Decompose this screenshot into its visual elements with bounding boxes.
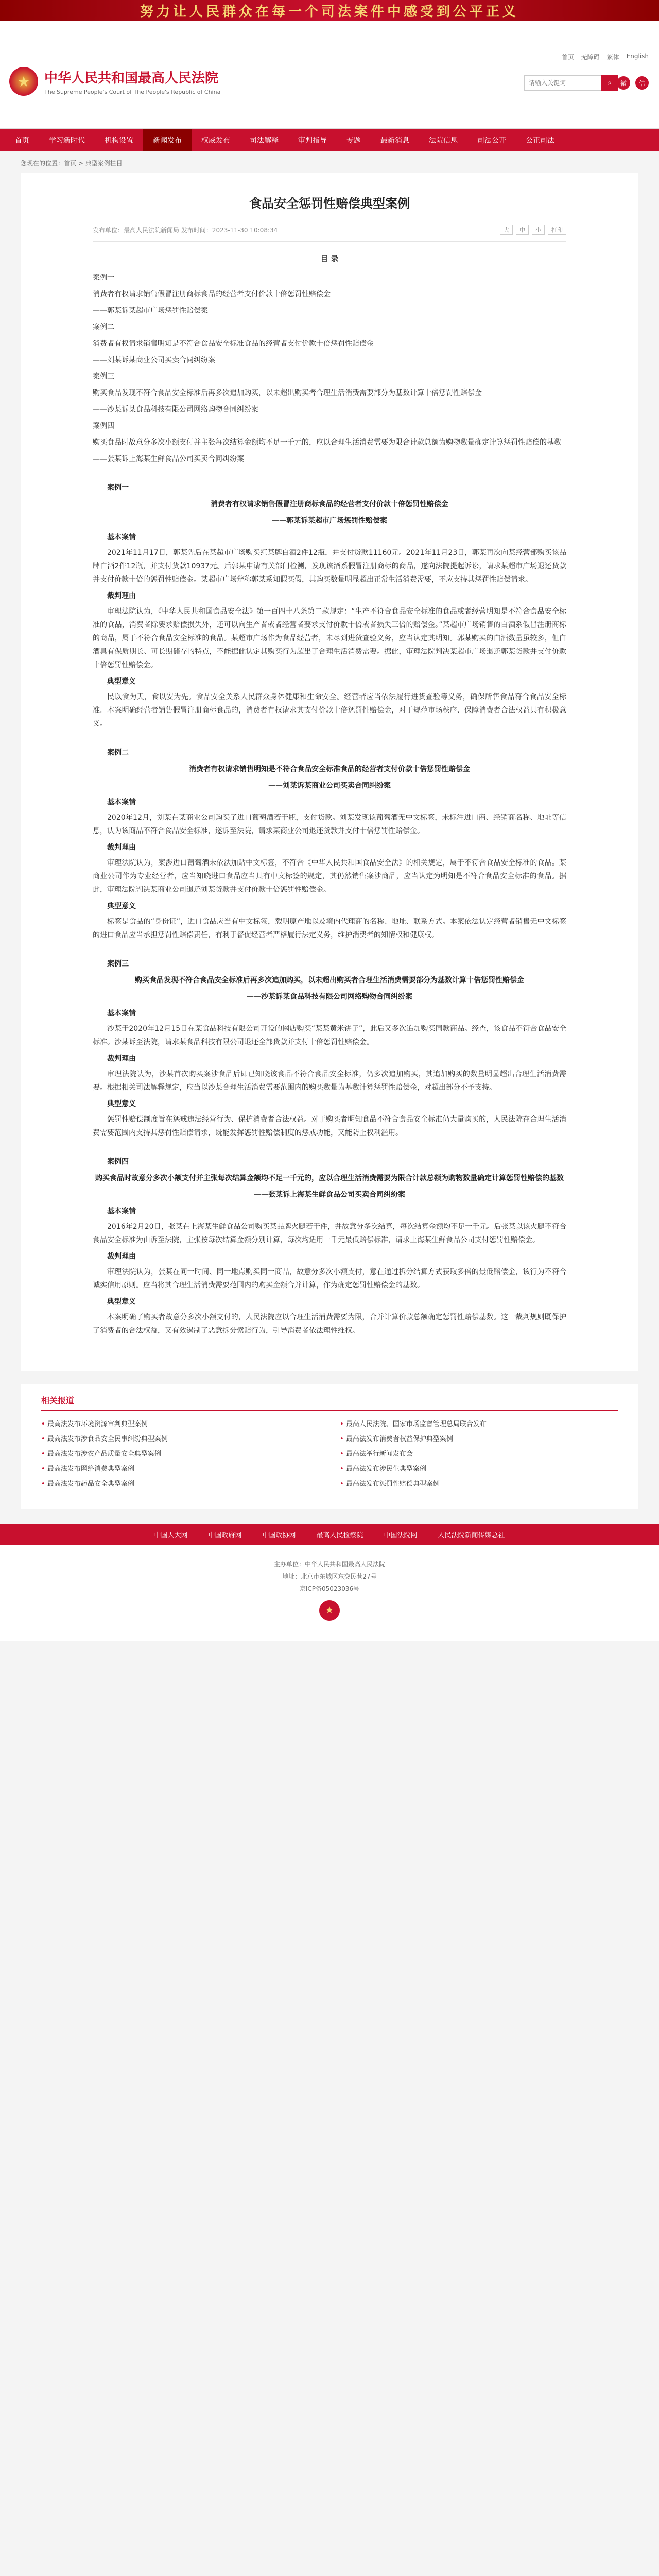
case-subtitle: ——郭某诉某超市广场惩罚性赔偿案 (272, 517, 387, 525)
toc-entry: 案例四 (93, 422, 114, 430)
toc-entry: 消费者有权请求销售明知是不符合食品安全标准食品的经营者支付价款十倍惩罚性赔偿金 (93, 340, 374, 348)
footer-link[interactable]: 人民法院新闻传媒总社 (438, 1531, 505, 1539)
case-label: 案例三 (107, 960, 129, 968)
nav-item-home[interactable]: 首页 (15, 137, 29, 145)
case-section (93, 1155, 566, 1337)
top-link-traditional[interactable]: 繁体 (606, 54, 619, 61)
toc-entry: ——郭某诉某超市广场惩罚性赔偿案 (93, 307, 208, 315)
toc-entry: 购买食品时故意分多次小额支付并主张每次结算金额均不足一千元的，应以合理生活消费需要为限合计款总额为购物数量确定计算惩罚性赔偿的基数 (93, 438, 561, 447)
related-link[interactable]: • 最高法发布药品安全典型案例 (41, 1478, 319, 1488)
related-list (41, 1418, 618, 1488)
related-link[interactable]: • 最高法发布环境资源审判典型案例 (41, 1418, 319, 1428)
footer-address: 地址：北京市东城区东交民巷27号 (282, 1573, 377, 1580)
nav-item-organization[interactable]: 机构设置 (105, 137, 133, 145)
top-link-home[interactable]: 首页 (561, 54, 574, 61)
nav-item-news[interactable]: 新闻发布 (143, 129, 192, 151)
nav-item-openness[interactable]: 司法公开 (477, 137, 506, 145)
toc-entry: 案例三 (93, 372, 114, 381)
significance-paragraph: 本案明确了购买者故意分多次小额支付的，人民法院应以合理生活消费需要为限，合并计算价款总额确定惩罚性赔偿基数。这一裁判规则既保护了消费者的合法权益，又有效遏制了恶意拆分索赔行为，引导消费者依法理性维权。 (93, 1313, 566, 1335)
ruling-heading: 裁判理由 (107, 592, 136, 600)
related-link[interactable]: • 最高法发布涉食品安全民事纠纷典型案例 (41, 1433, 319, 1443)
nav-item-guidance[interactable]: 审判指导 (298, 137, 327, 145)
toc-entry: 案例一 (93, 274, 114, 282)
case-label: 案例一 (107, 484, 129, 492)
article-publish-info: 发布单位：最高人民法院新闻局 发布时间：2023-11-30 10:08:34 (93, 226, 278, 234)
case-section (93, 746, 566, 942)
ruling-heading: 裁判理由 (107, 843, 136, 852)
nav-item-release[interactable]: 权威发布 (201, 137, 230, 145)
nav-item-latest[interactable]: 最新消息 (380, 137, 409, 145)
search-box (524, 75, 618, 91)
ruling-heading: 裁判理由 (107, 1252, 136, 1261)
case-headline: 消费者有权请求销售明知是不符合食品安全标准食品的经营者支付价款十倍惩罚性赔偿金 (189, 765, 470, 773)
nav-item-court-info[interactable]: 法院信息 (429, 137, 458, 145)
related-link[interactable]: • 最高人民法院、国家市场监督管理总局联合发布 (340, 1418, 618, 1428)
case-subtitle: ——张某诉上海某生鲜食品公司买卖合同纠纷案 (254, 1191, 405, 1199)
toc-entry: ——刘某诉某商业公司买卖合同纠纷案 (93, 356, 215, 364)
case-headline: 消费者有权请求销售假冒注册商标食品的经营者支付价款十倍惩罚性赔偿金 (211, 500, 448, 509)
search-input[interactable] (524, 75, 601, 91)
top-link-english[interactable]: English (626, 53, 649, 60)
top-links (562, 53, 649, 61)
related-title: 相关报道 (41, 1394, 618, 1411)
related-reports (21, 1384, 638, 1509)
related-link[interactable]: • 最高法发布消费者权益保护典型案例 (340, 1433, 618, 1443)
search-button[interactable] (601, 75, 618, 91)
significance-paragraph: 标签是食品的“身份证”，进口食品应当有中文标签，载明原产地以及境内代理商的名称、地址、联系方式。本案依法认定经营者销售无中文标签的进口食品应当承担惩罚性赔偿责任，有利于督促经营者严格履行法定义务，维护消费者的知情权和健康权。 (93, 918, 566, 939)
article (21, 173, 638, 1371)
site-logo[interactable] (9, 67, 220, 96)
footer-link[interactable]: 中国政府网 (208, 1531, 242, 1539)
footer-link[interactable]: 中国人大网 (154, 1531, 188, 1539)
nav-item-topics[interactable]: 专题 (346, 137, 361, 145)
article-title: 食品安全惩罚性赔偿典型案例 (249, 196, 410, 211)
facts-paragraph: 2021年11月17日，郭某先后在某超市广场购买红某牌白酒2件12瓶，并支付货款11160元。2021年11月23日，郭某再次向某经营部购买该品牌白酒2件12瓶，并支付货款10937元。后郭某申请有关部门检测，发现该酒系假冒注册商标的商品，遂向法院提起诉讼，请求某超市广场退还货款并支付价款十倍的惩罚性赔偿金。某超市广场辩称郭某系知假买假，其购买数量明显超出正常生活消费需要，不应支持其惩罚性赔偿请求。 (93, 549, 566, 584)
case-section (93, 481, 566, 731)
footer-link[interactable]: 中国政协网 (262, 1531, 296, 1539)
significance-heading: 典型意义 (107, 1298, 136, 1306)
case-subtitle: ——沙某诉某食品科技有限公司网络购物合同纠纷案 (247, 993, 412, 1001)
site-title-cn: 中华人民共和国最高人民法院 (44, 71, 219, 86)
top-link-accessibility[interactable]: 无障碍 (581, 54, 600, 61)
facts-paragraph: 沙某于2020年12月15日在某食品科技有限公司开设的网店购买“某某黄米饼子”，此后又多次追加购买同款商品。经查，该食品不符合食品安全标准。沙某诉至法院，请求某食品科技有限公司退还全部货款并支付十倍惩罚性赔偿金。 (93, 1025, 566, 1046)
main-nav (0, 129, 659, 151)
facts-heading: 基本案情 (107, 1207, 136, 1215)
footer-icp: 京ICP备05023036号 (299, 1585, 360, 1592)
table-of-contents (93, 271, 566, 466)
top-banner (0, 0, 659, 21)
related-link[interactable]: • 最高法发布涉农产品质量安全典型案例 (41, 1448, 319, 1458)
breadcrumb: 您现在的位置：首页 > 典型案例栏目 (21, 160, 123, 167)
case-headline: 购买食品发现不符合食品安全标准后再多次追加购买，以未超出购买者合理生活消费需要部分为基数计算十倍惩罚性赔偿金 (135, 976, 524, 985)
case-label: 案例四 (107, 1158, 129, 1166)
site-title-en: The Supreme People's Court of The People's Republic of China (44, 89, 221, 95)
case-subtitle: ——刘某诉某商业公司买卖合同纠纷案 (268, 782, 391, 790)
related-link[interactable]: • 最高法发布惩罚性赔偿典型案例 (340, 1478, 618, 1488)
related-link[interactable]: • 最高法发布网络消费典型案例 (41, 1463, 319, 1473)
ruling-paragraph: 审理法院认为，张某在同一时间、同一地点购买同一商品，故意分多次小额支付，意在通过拆分结算方式获取多倍的最低赔偿金，该行为不符合诚实信用原则。应当将其合理生活消费需要范围内的购买金额合并计算，作为确定惩罚性赔偿金的基数。 (93, 1268, 566, 1290)
facts-heading: 基本案情 (107, 798, 136, 806)
weibo-icon[interactable]: 微 (617, 76, 630, 90)
facts-heading: 基本案情 (107, 1009, 136, 1018)
social-links (617, 76, 649, 90)
case-headline: 购买食品时故意分多次小额支付并主张每次结算金额均不足一千元的，应以合理生活消费需要为限合计款总额为购物数量确定计算惩罚性赔偿的基数 (95, 1174, 564, 1182)
font-medium-button[interactable]: 中 (516, 225, 529, 235)
footer-link[interactable]: 最高人民检察院 (316, 1531, 363, 1539)
footer-sponsor: 主办单位：中华人民共和国最高人民法院 (273, 1561, 385, 1568)
nav-item-justice[interactable]: 公正司法 (526, 137, 554, 145)
toc-entry: 案例二 (93, 323, 114, 331)
related-link[interactable]: • 最高法发布涉民生典型案例 (340, 1463, 618, 1473)
toc-entry: 消费者有权请求销售假冒注册商标食品的经营者支付价款十倍惩罚性赔偿金 (93, 290, 331, 298)
ruling-paragraph: 审理法院认为，《中华人民共和国食品安全法》第一百四十八条第二款规定：“生产不符合食品安全标准的食品或者经营明知是不符合食品安全标准的食品，消费者除要求赔偿损失外，还可以向生产者或者经营者要求支付价款十倍或者损失三倍的赔偿金。”某超市广场销售的白酒系假冒注册商标的商品，属于不符合食品安全标准的食品。某超市广场作为食品经营者，未尽到进货查验义务，应当认定其明知。郭某购买的白酒数量虽较多，但白酒具有保质期长、可长期储存的特点，不能据此认定其购买行为超出了合理生活消费需要。据此，审理法院判决某超市广场退还郭某货款并支付价款十倍惩罚性赔偿金。 (93, 607, 566, 669)
gov-badge-icon[interactable]: ★ (319, 1600, 340, 1621)
footer-links-bar (0, 1524, 659, 1545)
nav-item-study[interactable]: 学习新时代 (49, 137, 85, 145)
facts-heading: 基本案情 (107, 533, 136, 541)
facts-paragraph: 2020年12月，刘某在某商业公司购买了进口葡萄酒若干瓶，支付货款。刘某发现该葡萄酒无中文标签，未标注进口商、经销商名称、地址等信息，认为该商品不符合食品安全标准，遂诉至法院，请求某商业公司退还货款并支付十倍惩罚性赔偿金。 (93, 814, 566, 835)
national-emblem-icon: ★ (9, 67, 38, 96)
significance-heading: 典型意义 (107, 902, 136, 910)
nav-item-interpretation[interactable]: 司法解释 (250, 137, 279, 145)
related-link[interactable]: • 最高法举行新闻发布会 (340, 1448, 618, 1458)
site-footer (0, 1545, 659, 1641)
ruling-heading: 裁判理由 (107, 1055, 136, 1063)
print-button[interactable]: 打印 (548, 225, 566, 235)
search-icon: ⌕ (608, 79, 612, 87)
article-tools (500, 225, 566, 235)
font-small-button[interactable]: 小 (532, 225, 545, 235)
toc-entry: ——沙某诉某食品科技有限公司网络购物合同纠纷案 (93, 405, 258, 414)
ruling-paragraph: 审理法院认为，案涉进口葡萄酒未依法加贴中文标签，不符合《中华人民共和国食品安全法》的相关规定，属于不符合食品安全标准的食品。某商业公司作为专业经营者，应当知晓进口食品应当具有中文标签的规定，其仍然销售案涉商品，应当认定为明知是不符合食品安全标准的食品。据此，审理法院判决某商业公司退还刘某货款并支付价款十倍惩罚性赔偿金。 (93, 859, 566, 894)
significance-paragraph: 民以食为天，食以安为先。食品安全关系人民群众身体健康和生命安全。经营者应当依法履行进货查验等义务，确保所售食品符合食品安全标准。本案明确经营者销售假冒注册商标食品的，消费者有权请求其支付价款十倍惩罚性赔偿金，对于规范市场秩序、保障消费者合法权益具有积极意义。 (93, 693, 566, 728)
case-label: 案例二 (107, 749, 129, 757)
significance-heading: 典型意义 (107, 677, 136, 686)
site-header (0, 21, 659, 129)
banner-slogan: 努力让人民群众在每一个司法案件中感受到公平正义 (140, 4, 519, 20)
significance-paragraph: 惩罚性赔偿制度旨在惩戒违法经营行为、保护消费者合法权益。对于购买者明知食品不符合食品安全标准仍大量购买的，人民法院在合理生活消费需要范围内支持其惩罚性赔偿请求，既能发挥惩罚性赔偿制度的惩戒功能，又能防止权利滥用。 (93, 1115, 566, 1137)
wechat-icon[interactable]: 信 (635, 76, 649, 90)
article-meta (93, 225, 566, 242)
font-large-button[interactable]: 大 (500, 225, 513, 235)
footer-link[interactable]: 中国法院网 (384, 1531, 418, 1539)
toc-title: 目 录 (320, 254, 339, 263)
significance-heading: 典型意义 (107, 1100, 136, 1108)
ruling-paragraph: 审理法院认为，沙某首次购买案涉食品后即已知晓该食品不符合食品安全标准，仍多次追加购买，其追加购买的数量明显超出合理生活消费需要。根据相关司法解释规定，应当以沙某合理生活消费需要范围内的购买数量为基数计算惩罚性赔偿金，对超出部分不予支持。 (93, 1070, 566, 1092)
toc-entry: 购买食品发现不符合食品安全标准后再多次追加购买，以未超出购买者合理生活消费需要部分为基数计算十倍惩罚性赔偿金 (93, 389, 482, 397)
facts-paragraph: 2016年2月20日，张某在上海某生鲜食品公司购买某品牌火腿若干件，并故意分多次结算，每次结算金额均不足一千元。后张某以该火腿不符合食品安全标准为由诉至法院，主张按每次结算金额分别计算，每次均适用一千元最低赔偿标准，请求上海某生鲜食品公司支付惩罚性赔偿金。 (93, 1223, 566, 1244)
toc-entry: ——张某诉上海某生鲜食品公司买卖合同纠纷案 (93, 455, 244, 463)
case-section (93, 957, 566, 1140)
